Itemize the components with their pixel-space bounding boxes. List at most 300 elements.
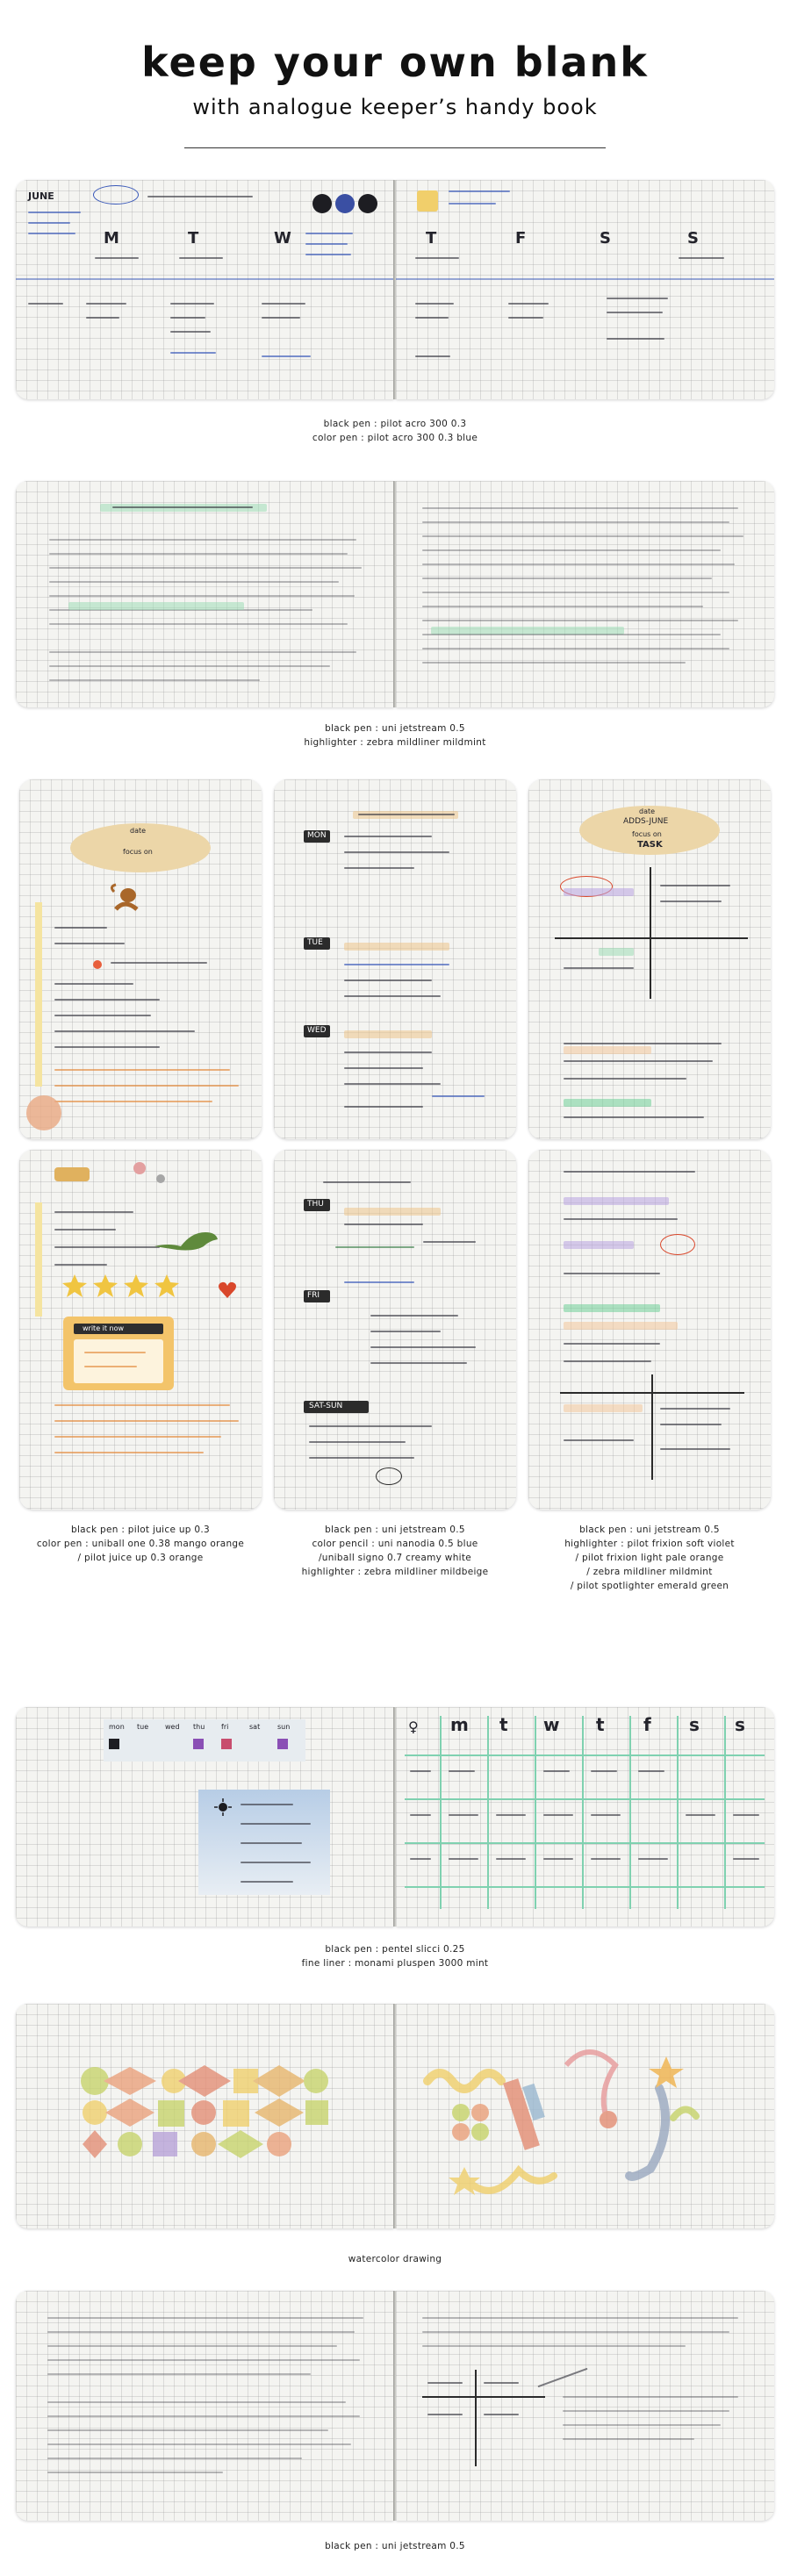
caption-line: black pen : pilot juice up 0.3 — [71, 1525, 210, 1535]
caption-line: black pen : uni jetstream 0.5 — [579, 1525, 720, 1535]
journal-line — [49, 567, 362, 569]
week-timeline — [16, 278, 394, 280]
habit-left-page — [16, 1707, 394, 1927]
caption-line: / pilot spotlighter emerald green — [570, 1581, 729, 1591]
caption-line: black pen : uni jetstream 0.5 — [325, 723, 465, 734]
journal-line — [422, 549, 721, 551]
table-divider — [475, 2370, 477, 2466]
task-line — [344, 851, 449, 853]
habit-line — [241, 1862, 311, 1863]
dinosaur-sticker — [151, 1220, 221, 1255]
habit-check — [109, 1739, 119, 1749]
journal-line — [422, 662, 686, 664]
task-line — [344, 1223, 423, 1225]
task-line — [344, 867, 414, 869]
list-line — [564, 1273, 660, 1274]
cell-note — [543, 1858, 573, 1860]
journal-line — [422, 2345, 686, 2347]
journal-line — [47, 2359, 360, 2361]
week-timeline — [396, 278, 774, 280]
journal-line — [47, 2345, 337, 2347]
orange-dot — [93, 960, 102, 969]
journal-line — [422, 578, 712, 579]
task-line — [309, 1457, 414, 1459]
task-note — [262, 355, 311, 357]
task-line — [335, 1246, 414, 1248]
day-t: T — [188, 229, 201, 248]
journal-line — [47, 2443, 351, 2445]
peach-highlight — [564, 1322, 678, 1330]
cell-note — [449, 1770, 475, 1772]
weekday-mon: mon — [109, 1723, 125, 1731]
heart-sticker — [218, 1281, 237, 1299]
list-line — [564, 1116, 704, 1118]
task-line — [344, 995, 441, 997]
week-header-f: f — [643, 1714, 653, 1735]
day-m: M — [104, 229, 121, 248]
caption-line: color pencil : uni nanodia 0.5 blue — [312, 1539, 478, 1549]
task-line — [344, 1067, 423, 1069]
journal-caption — [0, 721, 790, 750]
list-line — [564, 1078, 686, 1080]
journal-title — [112, 506, 253, 508]
write-it-now-card — [63, 1317, 174, 1390]
watercolor-shapes-left — [16, 2004, 394, 2228]
orange-note — [54, 1436, 221, 1438]
journal-line — [422, 634, 721, 635]
task-line — [370, 1362, 467, 1364]
focus-label: focus on — [123, 848, 153, 856]
schedule-line — [54, 927, 107, 929]
weekday-sun: sun — [277, 1723, 291, 1731]
day-s: S — [600, 229, 613, 248]
task-line — [309, 1441, 406, 1443]
table-cell — [660, 1424, 722, 1425]
final-gutter — [393, 2291, 396, 2521]
daily-page-1b — [19, 1150, 262, 1510]
habit-spread — [16, 1707, 774, 1927]
journal-line — [563, 2410, 729, 2412]
cell-note — [591, 1770, 617, 1772]
journal-left-page — [16, 481, 394, 707]
task-note — [170, 303, 214, 305]
daily-caption-3 — [528, 1523, 771, 1593]
date-value: ADDS-JUNE — [623, 817, 669, 826]
grid-col — [677, 1716, 679, 1909]
thu-label: THU — [307, 1200, 324, 1209]
day-note — [305, 243, 348, 245]
peach-circle — [26, 1095, 61, 1130]
journal-line — [49, 623, 348, 625]
journal-line — [422, 2331, 729, 2333]
caption-line: black pen : uni jetstream 0.5 — [325, 2541, 465, 2551]
calendar-o-sticker — [358, 194, 377, 213]
journal-line — [47, 2373, 311, 2375]
cell-note — [496, 1814, 526, 1816]
grid-rule — [405, 1886, 765, 1888]
habit-line — [241, 1842, 302, 1844]
task-note — [170, 317, 205, 319]
weekday-wed: wed — [165, 1723, 180, 1731]
peach-highlight — [564, 1046, 651, 1054]
week-label: JUNE — [28, 190, 54, 202]
day-t2: T — [426, 229, 439, 248]
task-note — [607, 338, 664, 340]
task-line — [344, 836, 432, 837]
weekly-gutter — [393, 180, 396, 399]
task-line — [370, 1346, 476, 1348]
table-cell — [427, 2382, 463, 2384]
day-note — [305, 254, 351, 255]
star-chain-sticker — [61, 1273, 184, 1299]
note-scribble — [449, 203, 496, 205]
task-note — [262, 317, 300, 319]
time-strip — [35, 1202, 42, 1317]
daily-page-2a — [274, 779, 516, 1139]
journal-line — [49, 539, 356, 541]
schedule-line — [54, 1046, 160, 1048]
habit-line — [241, 1823, 311, 1825]
caption-line: /uniball signo 0.7 creamy white — [318, 1553, 472, 1563]
task-note — [607, 312, 663, 313]
mon-label: MON — [307, 831, 327, 840]
card-note — [84, 1366, 137, 1367]
daily-caption-1 — [19, 1523, 262, 1565]
orange-note — [54, 1101, 212, 1102]
day-note — [179, 257, 223, 259]
habit-line — [241, 1804, 293, 1805]
day-note — [415, 257, 459, 259]
page-subtitle: with analogue keeper’s handy book — [192, 95, 598, 119]
grid-rule — [405, 1842, 765, 1844]
journal-line — [422, 507, 738, 509]
caption-line: watercolor drawing — [348, 2254, 442, 2264]
week-title — [323, 1181, 411, 1183]
day-w: W — [274, 229, 293, 248]
card-body — [74, 1339, 163, 1383]
matrix-note — [660, 885, 730, 886]
journal-line — [47, 2458, 302, 2459]
daily-page-2b — [274, 1150, 516, 1510]
cell-note — [410, 1770, 431, 1772]
grey-dot — [156, 1174, 165, 1183]
bed-sticker — [54, 1167, 90, 1181]
violet-highlight — [564, 888, 634, 896]
grid-col — [582, 1716, 584, 1909]
circled-note — [660, 1234, 695, 1255]
tue-label: TUE — [307, 938, 323, 947]
habit-check — [277, 1739, 288, 1749]
orange-note — [54, 1404, 230, 1406]
task-line — [344, 979, 432, 981]
orange-note — [54, 1452, 204, 1453]
schedule-line — [111, 962, 207, 964]
table-cell — [484, 2414, 519, 2415]
cell-note — [591, 1858, 621, 1860]
goal-scribble — [28, 212, 81, 213]
matrix-note — [564, 967, 634, 969]
task-line — [309, 1425, 432, 1427]
peach-highlight — [564, 1404, 643, 1412]
beige-highlight — [344, 1030, 432, 1038]
cell-note — [410, 1858, 431, 1860]
pink-dot — [133, 1162, 146, 1174]
arrow-line — [537, 2368, 587, 2387]
caption-line: highlighter : pilot frixion soft violet — [564, 1539, 735, 1549]
matrix-horizontal — [555, 937, 748, 939]
journal-line — [422, 620, 738, 621]
task-note — [170, 352, 216, 354]
orange-note — [54, 1085, 239, 1087]
week-header-s2: s — [735, 1714, 747, 1735]
schedule-line — [54, 999, 160, 1001]
watercolor-right-page — [396, 2004, 774, 2228]
calendar-w-sticker — [417, 190, 438, 212]
goal-scribble — [28, 233, 75, 234]
cell-note — [496, 1858, 526, 1860]
daily-page-3b — [528, 1150, 771, 1510]
goal-scribble — [28, 222, 70, 224]
list-line — [564, 1360, 651, 1362]
journal-line — [422, 648, 729, 649]
schedule-line — [54, 1229, 116, 1231]
fri-label: FRI — [307, 1291, 320, 1300]
task-note — [415, 355, 450, 357]
caption-line: black pen : uni jetstream 0.5 — [325, 1525, 465, 1535]
table-cell — [484, 2382, 519, 2384]
caption-line: / zebra mildliner mildmint — [586, 1567, 713, 1577]
watercolor-spread — [16, 2004, 774, 2228]
week-header-t: t — [499, 1714, 510, 1735]
list-line — [564, 1218, 678, 1220]
task-note — [28, 303, 63, 305]
cell-note — [686, 1814, 715, 1816]
monkey-sticker — [107, 883, 147, 918]
caption-line: / pilot juice up 0.3 orange — [77, 1553, 204, 1563]
final-right-page — [396, 2291, 774, 2521]
journal-line — [47, 2429, 328, 2431]
cell-note — [591, 1814, 621, 1816]
journal-line — [49, 651, 356, 653]
journal-line — [47, 2331, 355, 2333]
matrix-vertical — [650, 867, 651, 999]
journal-line — [422, 535, 743, 537]
week-header-w: w — [543, 1714, 562, 1735]
daily-caption-2 — [274, 1523, 516, 1579]
note-scribble — [449, 190, 510, 192]
cell-note — [449, 1814, 478, 1816]
journal-line — [49, 581, 339, 583]
caption-line: fine liner : monami pluspen 3000 mint — [301, 1958, 489, 1969]
calendar-o-sticker — [312, 194, 332, 213]
weekly-right-page — [396, 180, 774, 399]
weekday-sat: sat — [249, 1723, 261, 1731]
day-note — [95, 257, 139, 259]
schedule-line — [54, 983, 133, 985]
list-title — [564, 1171, 695, 1173]
journal-line — [422, 606, 703, 607]
cell-note — [543, 1814, 573, 1816]
focus-value: TASK — [637, 840, 663, 850]
wed-label: WED — [307, 1026, 327, 1035]
violet-highlight — [564, 1241, 634, 1249]
journal-line — [47, 2401, 346, 2403]
schedule-line — [54, 1264, 107, 1266]
list-line — [564, 1060, 713, 1062]
task-note — [86, 303, 126, 305]
list-line — [564, 1343, 660, 1345]
list-line — [564, 1043, 722, 1044]
schedule-line — [54, 1246, 160, 1248]
caption-line: color pen : pilot acro 300 0.3 blue — [312, 433, 478, 443]
task-line — [423, 1241, 476, 1243]
table-cell — [427, 2414, 463, 2415]
weekly-spread — [16, 180, 774, 399]
task-line — [344, 1106, 423, 1108]
focus-label: focus on — [632, 830, 662, 838]
weekly-caption — [0, 417, 790, 445]
card-label: write it now — [83, 1324, 125, 1332]
journal-line — [422, 521, 729, 523]
day-s2: S — [687, 229, 700, 248]
task-line — [344, 1051, 432, 1053]
journal-line — [422, 592, 729, 593]
journal-line — [422, 2317, 738, 2319]
watercolor-caption — [0, 2252, 790, 2266]
emerald-highlight — [564, 1304, 660, 1312]
cell-note — [410, 1814, 431, 1816]
table-cell — [564, 1439, 634, 1441]
daily-page-1a — [19, 779, 262, 1139]
day-note — [305, 233, 353, 234]
cell-note — [733, 1814, 759, 1816]
grid-col — [440, 1716, 442, 1909]
caption-line: highlighter : zebra mildliner mildmint — [304, 737, 486, 748]
journal-line — [422, 563, 735, 565]
beige-highlight — [344, 1208, 441, 1216]
day-note — [679, 257, 724, 259]
week-header-scribble — [147, 196, 253, 197]
journal-line — [49, 665, 330, 667]
final-spread — [16, 2291, 774, 2521]
table-header-rule — [422, 2396, 545, 2398]
week-symbol: ♀ — [408, 1719, 420, 1735]
card-note — [84, 1352, 146, 1353]
week-header-t2: t — [596, 1714, 607, 1735]
task-line — [370, 1331, 441, 1332]
orange-note — [54, 1069, 230, 1071]
title-divider — [184, 147, 606, 148]
page-title: keep your own blank — [141, 39, 649, 86]
caption-line: color pen : uniball one 0.38 mango orange — [36, 1539, 245, 1549]
grid-col — [629, 1716, 631, 1909]
journal-line — [563, 2424, 721, 2426]
habit-check — [221, 1739, 232, 1749]
table-divider — [651, 1374, 653, 1480]
date-label: date — [639, 807, 656, 815]
satsun-label: SAT-SUN — [309, 1402, 343, 1410]
journal-gutter — [393, 481, 396, 707]
table-cell — [660, 1448, 730, 1450]
caption-line: / pilot frixion light pale orange — [575, 1553, 724, 1563]
task-note — [262, 303, 305, 305]
weekday-thu: thu — [193, 1723, 205, 1731]
task-note — [415, 303, 454, 305]
week-title — [358, 814, 455, 815]
watercolor-left-page — [16, 2004, 394, 2228]
caption-line: black pen : pilot acro 300 0.3 — [323, 419, 467, 429]
journal-line — [563, 2396, 738, 2398]
time-strip — [35, 902, 42, 1087]
weekly-left-page — [16, 180, 394, 399]
schedule-line — [54, 943, 125, 944]
journal-line — [47, 2317, 363, 2319]
habit-right-page — [396, 1707, 774, 1927]
cell-note — [638, 1770, 664, 1772]
week-header-m: m — [450, 1714, 470, 1735]
task-note — [86, 317, 119, 319]
weekday-tue: tue — [137, 1723, 149, 1731]
cell-note — [449, 1858, 478, 1860]
grid-col — [535, 1716, 536, 1909]
caption-line: black pen : pentel slicci 0.25 — [325, 1944, 465, 1955]
orange-note — [54, 1420, 239, 1422]
mint-highlight — [68, 602, 244, 610]
emerald-highlight — [564, 1099, 651, 1107]
journal-line — [49, 595, 355, 597]
mint-highlight — [599, 948, 634, 956]
day-f: F — [515, 229, 528, 248]
grid-col — [724, 1716, 726, 1909]
weekday-fri: fri — [221, 1723, 229, 1731]
task-line — [344, 1281, 414, 1283]
circled-note — [376, 1467, 402, 1485]
journal-line — [49, 553, 348, 555]
schedule-line — [54, 1015, 151, 1016]
task-note — [415, 317, 449, 319]
habit-line — [241, 1881, 293, 1883]
week-circle — [93, 185, 139, 205]
matrix-note — [660, 901, 722, 902]
week-header-s: s — [689, 1714, 701, 1735]
schedule-line — [54, 1211, 133, 1213]
task-line — [344, 964, 449, 965]
habit-gutter — [393, 1707, 396, 1927]
habit-caption — [0, 1942, 790, 1970]
table-header-rule — [560, 1392, 744, 1394]
schedule-line — [54, 1030, 195, 1032]
task-line — [344, 1083, 441, 1085]
journal-line — [47, 2472, 223, 2473]
grid-col — [487, 1716, 489, 1909]
task-note — [508, 317, 543, 319]
final-caption — [0, 2539, 790, 2553]
cell-note — [543, 1770, 570, 1772]
date-label: date — [130, 827, 147, 835]
table-cell — [660, 1408, 730, 1410]
task-line — [370, 1315, 458, 1317]
watercolor-shapes-right — [396, 2004, 774, 2228]
journal-right-page — [396, 481, 774, 707]
task-line — [432, 1095, 485, 1097]
cell-note — [733, 1858, 759, 1860]
habit-check — [193, 1739, 204, 1749]
caption-line: highlighter : zebra mildliner mildbeige — [301, 1567, 489, 1577]
cell-note — [638, 1858, 668, 1860]
hero-header — [0, 0, 790, 167]
task-note — [607, 298, 668, 299]
journal-line — [47, 2415, 360, 2417]
